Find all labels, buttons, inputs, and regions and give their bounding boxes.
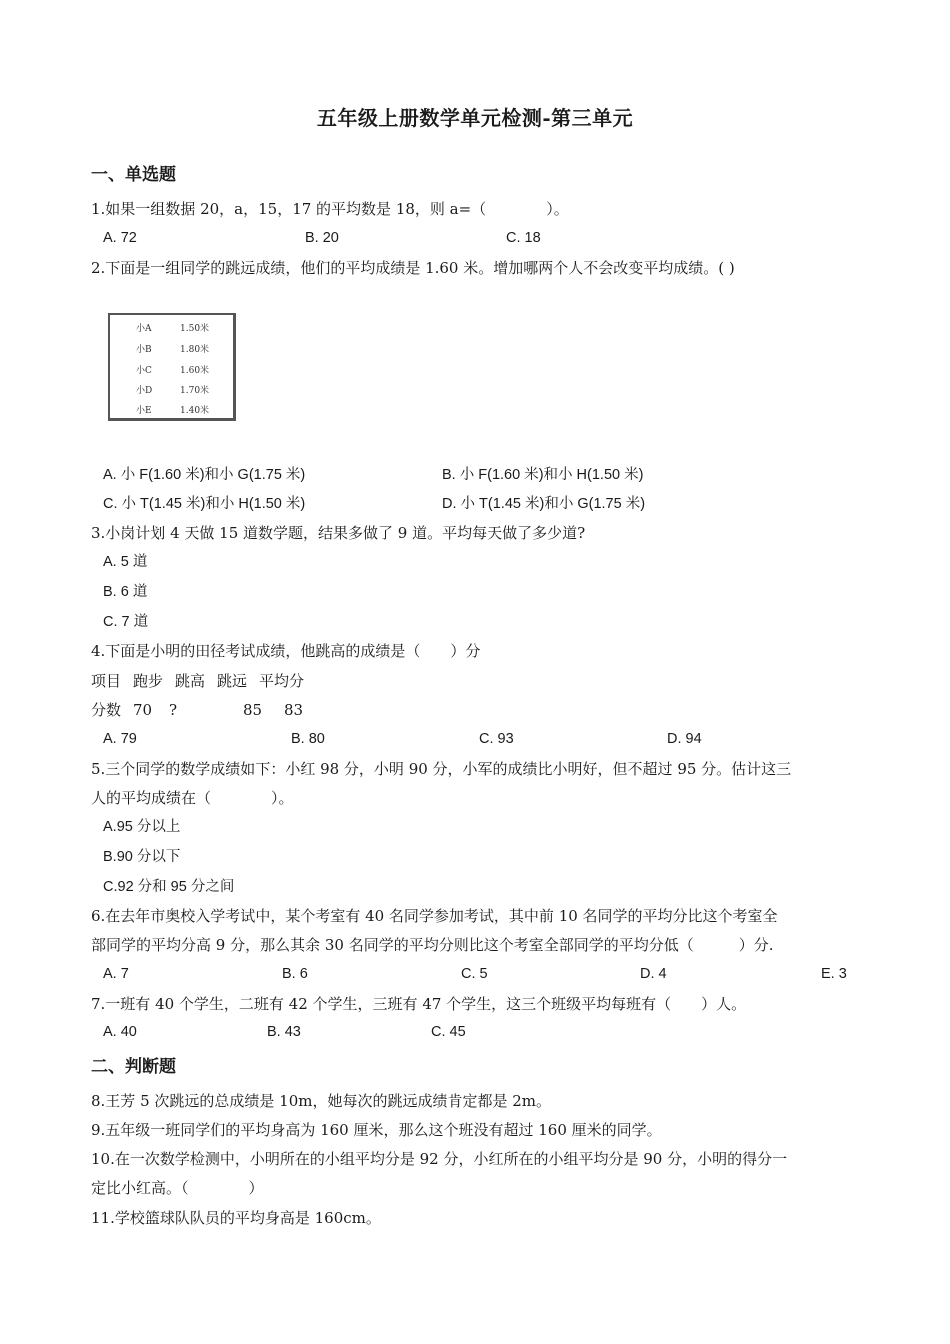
table-cell: 分数 [91, 701, 122, 719]
q2-option-a[interactable]: A. 小 F(1.60 米)和小 G(1.75 米) [103, 467, 306, 483]
table-header-cell: 平均分 [259, 672, 305, 690]
student-name: 小D [136, 386, 153, 396]
score-row [110, 403, 233, 423]
question-5-text-line2: 人的平均成绩在（ ）。 [91, 789, 294, 807]
question-7-text: 7.一班有 40 个学生，二班有 42 个学生，三班有 47 个学生，这三个班级平均每班有（ ）人。 [91, 995, 747, 1013]
q7-option-b[interactable]: B. 43 [267, 1024, 301, 1040]
score-row [110, 383, 233, 403]
student-name: 小A [136, 324, 152, 334]
q1-option-c[interactable]: C. 18 [506, 230, 541, 246]
q4-option-a[interactable]: A. 79 [103, 731, 137, 747]
question-11-text: 11.学校篮球队队员的平均身高是 160cm。 [91, 1209, 381, 1227]
table-cell: 83 [284, 701, 304, 719]
q6-option-b[interactable]: B. 6 [282, 966, 308, 982]
question-1-text: 1.如果一组数据 20，a，15，17 的平均数是 18，则 a=（ ）。 [91, 200, 569, 218]
question-5-text-line1: 5.三个同学的数学成绩如下：小红 98 分，小明 90 分，小军的成绩比小明好，但不超过 95 分。估计这三 [91, 760, 792, 778]
section-heading-true-false: 二、判断题 [91, 1057, 176, 1077]
q7-option-c[interactable]: C. 45 [431, 1024, 466, 1040]
question-10-text-line1: 10.在一次数学检测中，小明所在的小组平均分是 92 分，小红所在的小组平均分是 90 分，小明的得分一 [91, 1150, 788, 1168]
q6-option-e[interactable]: E. 3 [821, 966, 847, 982]
student-score: 1.80米 [180, 345, 210, 355]
long-jump-score-table [108, 313, 236, 421]
q1-option-b[interactable]: B. 20 [305, 230, 339, 246]
table-cell: ? [169, 701, 178, 719]
q2-option-c[interactable]: C. 小 T(1.45 米)和小 H(1.50 米) [103, 496, 306, 512]
score-row [110, 363, 233, 383]
q2-option-d[interactable]: D. 小 T(1.45 米)和小 G(1.75 米) [442, 496, 646, 512]
question-6-text-line2: 部同学的平均分高 9 分，那么其余 30 名同学的平均分则比这个考室全部同学的平均分低（ ）分. [91, 936, 774, 954]
table-header-cell: 项目 [91, 672, 122, 690]
q6-option-c[interactable]: C. 5 [461, 966, 488, 982]
student-name: 小B [136, 345, 152, 355]
q5-option-a[interactable]: A.95 分以上 [103, 819, 181, 835]
q6-option-d[interactable]: D. 4 [640, 966, 667, 982]
table-cell: 85 [243, 701, 263, 719]
student-score: 1.50米 [180, 324, 210, 334]
q7-option-a[interactable]: A. 40 [103, 1024, 137, 1040]
table-header-cell: 跑步 [133, 672, 164, 690]
question-4-text: 4.下面是小明的田径考试成绩，他跳高的成绩是（ ）分 [91, 642, 481, 660]
q3-option-a[interactable]: A. 5 道 [103, 554, 148, 570]
question-2-text: 2.下面是一组同学的跳远成绩，他们的平均成绩是 1.60 米。增加哪两个人不会改变平均成绩。( ) [91, 259, 735, 277]
student-score: 1.70米 [180, 386, 210, 396]
table-cell: 70 [133, 701, 153, 719]
page-title: 五年级上册数学单元检测-第三单元 [316, 106, 634, 130]
question-9-text: 9.五年级一班同学们的平均身高为 160 厘米，那么这个班没有超过 160 厘米的同学。 [91, 1121, 662, 1139]
question-10-text-line2: 定比小红高。（ ） [91, 1179, 264, 1197]
q5-option-c[interactable]: C.92 分和 95 分之间 [103, 879, 235, 895]
question-8-text: 8.王芳 5 次跳远的总成绩是 10m，她每次的跳远成绩肯定都是 2m。 [91, 1092, 552, 1110]
question-3-text: 3.小岗计划 4 天做 15 道数学题，结果多做了 9 道。平均每天做了多少道? [91, 524, 586, 542]
section-heading-single-choice: 一、单选题 [91, 165, 176, 185]
student-score: 1.40米 [180, 406, 210, 416]
q3-option-c[interactable]: C. 7 道 [103, 614, 149, 630]
q5-option-b[interactable]: B.90 分以下 [103, 849, 181, 865]
score-row [110, 321, 233, 341]
q4-option-d[interactable]: D. 94 [667, 731, 702, 747]
q6-option-a[interactable]: A. 7 [103, 966, 129, 982]
student-score: 1.60米 [180, 366, 210, 376]
q2-option-b[interactable]: B. 小 F(1.60 米)和小 H(1.50 米) [442, 467, 644, 483]
q1-option-a[interactable]: A. 72 [103, 230, 137, 246]
q3-option-b[interactable]: B. 6 道 [103, 584, 148, 600]
q4-option-b[interactable]: B. 80 [291, 731, 325, 747]
score-row [110, 342, 233, 362]
question-6-text-line1: 6.在去年市奥校入学考试中，某个考室有 40 名同学参加考试，其中前 10 名同学的平均分比这个考室全 [91, 907, 778, 925]
table-header-cell: 跳高 [175, 672, 206, 690]
table-header-cell: 跳远 [217, 672, 248, 690]
q4-option-c[interactable]: C. 93 [479, 731, 514, 747]
student-name: 小C [136, 366, 152, 376]
student-name: 小E [136, 406, 152, 416]
